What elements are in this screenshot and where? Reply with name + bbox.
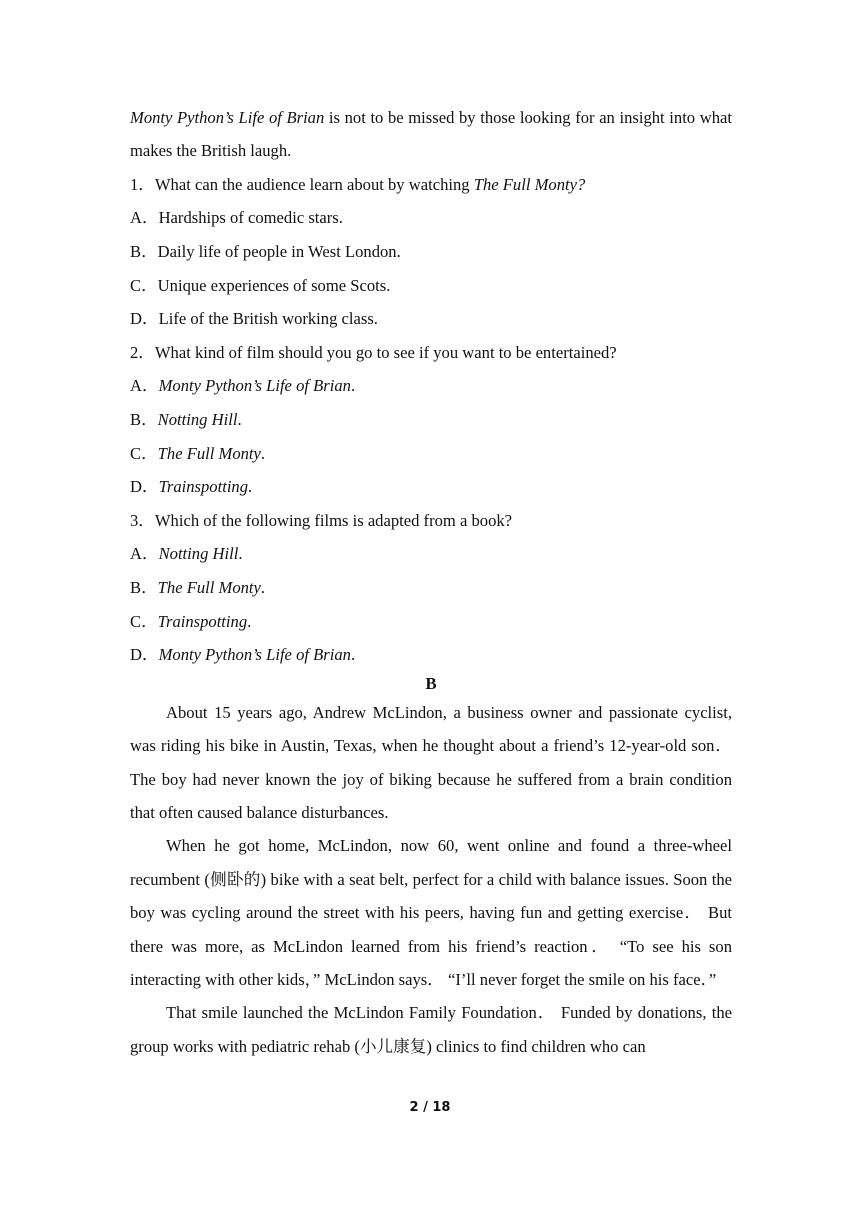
section-b-paragraph: That smile launched the McLindon Family Foundation． Funded by donations, the group works with pediatric rehab (小儿康复) clinics to find children who can (130, 1003, 732, 1056)
document-page (130, 101, 732, 1063)
option-c[interactable]: C．Unique experiences of some Scots. (130, 275, 391, 295)
option-a[interactable]: A．Hardships of comedic stars. (130, 208, 343, 228)
page-number: 2 / 18 (409, 1100, 451, 1115)
option-d[interactable]: D．Monty Python’s Life of Brian. (130, 645, 356, 665)
option-d[interactable]: D．Life of the British working class. (130, 309, 378, 329)
question-1 (130, 168, 732, 336)
section-b-paragraph: About 15 years ago, Andrew McLindon, a business owner and passionate cyclist, was riding his bike in Austin, Texas, when he thought about a friend’s 12-year-old son． The boy had never known the joy of biking because he suffered from a brain condition that often caused balance disturbances. (130, 702, 732, 822)
option-a[interactable]: A．Notting Hill. (130, 544, 243, 564)
option-c[interactable]: C．Trainspotting. (130, 611, 252, 631)
option-c[interactable]: C．The Full Monty. (130, 443, 266, 463)
option-a[interactable]: A．Monty Python’s Life of Brian. (130, 376, 356, 396)
film-title-italic: Monty Python’s Life of Brian (130, 108, 325, 127)
option-d[interactable]: D．Trainspotting. (130, 477, 253, 497)
question-3 (130, 504, 732, 672)
section-b-paragraph: When he got home, McLindon, now 60, went online and found a three-wheel recumbent (侧卧的) bike with a seat belt, perfect for a child with balance issues. Soon the boy was cycling around the street with his peers, having fun and getting exercise． But there was more, as McLindon learned from his friend’s reaction． “To see his son interacting with other kids，” McLindon says． “I’ll never forget the smile on his face．” (130, 836, 732, 989)
option-b[interactable]: B．Notting Hill. (130, 409, 242, 429)
option-b[interactable]: B．The Full Monty. (130, 577, 266, 597)
option-b[interactable]: B．Daily life of people in West London. (130, 242, 401, 261)
question-stem: 2．What kind of film should you go to see if you want to be entertained? (130, 342, 617, 362)
section-heading: B (425, 673, 437, 693)
question-stem: 3．Which of the following films is adapted from a book? (130, 510, 513, 530)
passage-a-closing-text: is not to be missed by those looking for an insight into what makes the British laugh. (130, 108, 732, 161)
passage-a-closing-paragraph (130, 101, 732, 168)
question-stem: 1．What can the audience learn about by watching The Full Monty? (130, 174, 586, 194)
question-2 (130, 336, 732, 504)
